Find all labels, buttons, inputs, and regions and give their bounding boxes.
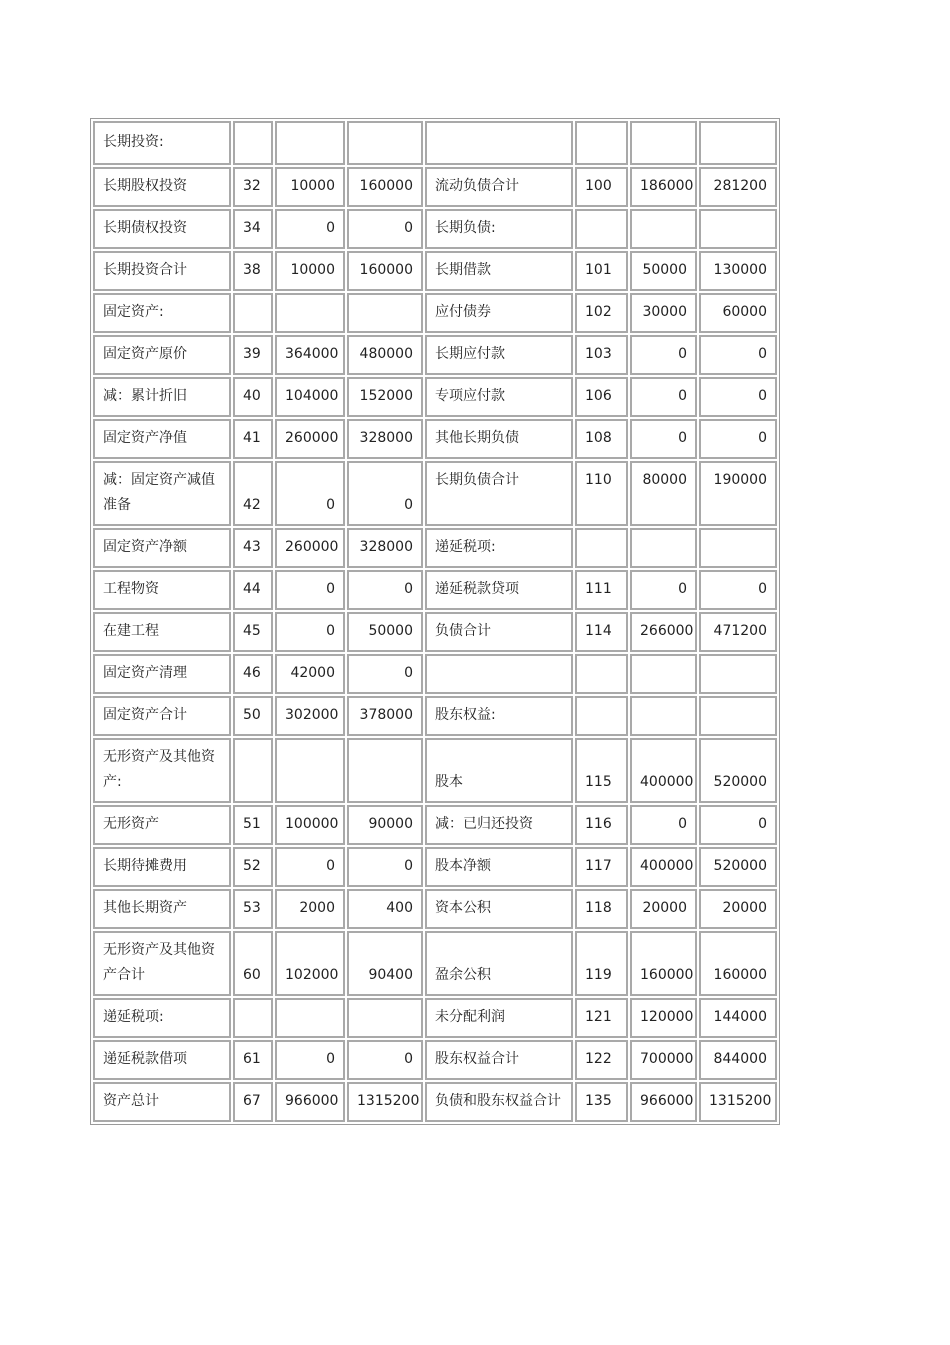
cell-liability-item: 专项应付款 — [425, 377, 573, 417]
cell-liability-end — [699, 696, 777, 736]
cell-asset-end: 378000 — [347, 696, 423, 736]
cell-asset-line-no: 53 — [233, 889, 273, 929]
cell-asset-line-no: 50 — [233, 696, 273, 736]
cell-asset-begin: 0 — [275, 847, 345, 887]
cell-liability-item: 递延税项: — [425, 528, 573, 568]
cell-liability-item: 长期应付款 — [425, 335, 573, 375]
cell-liability-line-no: 121 — [575, 998, 628, 1038]
cell-asset-end: 160000 — [347, 167, 423, 207]
cell-liability-line-no: 101 — [575, 251, 628, 291]
cell-liability-begin: 0 — [630, 377, 697, 417]
cell-asset-item: 固定资产合计 — [93, 696, 231, 736]
cell-liability-item: 长期负债: — [425, 209, 573, 249]
cell-liability-end: 471200 — [699, 612, 777, 652]
cell-liability-begin — [630, 654, 697, 694]
cell-liability-item: 减：已归还投资 — [425, 805, 573, 845]
cell-asset-item: 无形资产及其他资产合计 — [93, 931, 231, 996]
cell-liability-line-no: 116 — [575, 805, 628, 845]
cell-liability-line-no: 115 — [575, 738, 628, 803]
cell-liability-end — [699, 209, 777, 249]
cell-asset-item: 无形资产 — [93, 805, 231, 845]
cell-asset-end — [347, 738, 423, 803]
table-row — [93, 654, 777, 694]
table-row — [93, 293, 777, 333]
cell-liability-end: 1315200 — [699, 1082, 777, 1122]
cell-liability-end: 281200 — [699, 167, 777, 207]
cell-liability-line-no: 103 — [575, 335, 628, 375]
table-row — [93, 335, 777, 375]
cell-liability-line-no: 114 — [575, 612, 628, 652]
cell-liability-item — [425, 654, 573, 694]
cell-liability-end: 0 — [699, 570, 777, 610]
cell-asset-end: 0 — [347, 209, 423, 249]
cell-asset-line-no: 67 — [233, 1082, 273, 1122]
cell-liability-line-no: 108 — [575, 419, 628, 459]
cell-liability-item: 递延税款贷项 — [425, 570, 573, 610]
table-row — [93, 805, 777, 845]
cell-asset-end: 90000 — [347, 805, 423, 845]
table-row — [93, 696, 777, 736]
cell-asset-end: 160000 — [347, 251, 423, 291]
cell-asset-end: 400 — [347, 889, 423, 929]
cell-asset-item: 固定资产原价 — [93, 335, 231, 375]
cell-asset-begin: 0 — [275, 461, 345, 526]
cell-liability-item: 负债和股东权益合计 — [425, 1082, 573, 1122]
cell-liability-begin: 0 — [630, 419, 697, 459]
cell-liability-begin — [630, 121, 697, 165]
cell-asset-item: 减：固定资产减值准备 — [93, 461, 231, 526]
table-row — [93, 1082, 777, 1122]
cell-liability-begin: 80000 — [630, 461, 697, 526]
cell-liability-line-no — [575, 696, 628, 736]
cell-asset-item: 工程物资 — [93, 570, 231, 610]
table-row — [93, 251, 777, 291]
cell-asset-begin: 302000 — [275, 696, 345, 736]
cell-asset-begin: 100000 — [275, 805, 345, 845]
table-row — [93, 209, 777, 249]
cell-liability-begin: 0 — [630, 570, 697, 610]
cell-liability-line-no: 119 — [575, 931, 628, 996]
cell-asset-begin: 0 — [275, 612, 345, 652]
cell-liability-end: 844000 — [699, 1040, 777, 1080]
cell-asset-line-no: 60 — [233, 931, 273, 996]
cell-asset-line-no: 46 — [233, 654, 273, 694]
cell-asset-item: 固定资产清理 — [93, 654, 231, 694]
cell-liability-begin: 0 — [630, 335, 697, 375]
cell-liability-end: 130000 — [699, 251, 777, 291]
table-row — [93, 570, 777, 610]
cell-asset-end: 328000 — [347, 419, 423, 459]
table-row — [93, 419, 777, 459]
cell-asset-item: 固定资产净值 — [93, 419, 231, 459]
cell-asset-end: 1315200 — [347, 1082, 423, 1122]
cell-liability-item: 股本净额 — [425, 847, 573, 887]
cell-liability-line-no — [575, 209, 628, 249]
cell-asset-begin: 0 — [275, 1040, 345, 1080]
table-row — [93, 931, 777, 996]
cell-liability-begin: 400000 — [630, 847, 697, 887]
cell-asset-item: 资产总计 — [93, 1082, 231, 1122]
cell-liability-begin: 400000 — [630, 738, 697, 803]
cell-liability-item: 应付债券 — [425, 293, 573, 333]
cell-asset-begin: 966000 — [275, 1082, 345, 1122]
cell-asset-end: 0 — [347, 570, 423, 610]
table-row — [93, 121, 777, 165]
cell-liability-begin: 186000 — [630, 167, 697, 207]
cell-liability-line-no — [575, 121, 628, 165]
cell-asset-end — [347, 121, 423, 165]
cell-asset-end: 0 — [347, 847, 423, 887]
table-row — [93, 461, 777, 526]
cell-liability-begin — [630, 696, 697, 736]
cell-asset-item: 递延税项: — [93, 998, 231, 1038]
cell-liability-end — [699, 121, 777, 165]
cell-asset-begin: 10000 — [275, 251, 345, 291]
cell-liability-end: 60000 — [699, 293, 777, 333]
table-row — [93, 1040, 777, 1080]
cell-liability-end — [699, 654, 777, 694]
cell-asset-begin: 0 — [275, 570, 345, 610]
cell-asset-item: 减：累计折旧 — [93, 377, 231, 417]
cell-liability-end: 520000 — [699, 738, 777, 803]
cell-asset-end: 0 — [347, 461, 423, 526]
cell-asset-begin: 0 — [275, 209, 345, 249]
cell-asset-end: 90400 — [347, 931, 423, 996]
cell-liability-line-no — [575, 528, 628, 568]
cell-asset-line-no: 61 — [233, 1040, 273, 1080]
cell-liability-begin: 700000 — [630, 1040, 697, 1080]
table-row — [93, 167, 777, 207]
cell-asset-line-no: 41 — [233, 419, 273, 459]
cell-liability-line-no: 122 — [575, 1040, 628, 1080]
cell-asset-begin: 104000 — [275, 377, 345, 417]
cell-liability-item: 长期借款 — [425, 251, 573, 291]
cell-liability-line-no — [575, 654, 628, 694]
cell-asset-item: 递延税款借项 — [93, 1040, 231, 1080]
cell-asset-end: 0 — [347, 654, 423, 694]
cell-asset-line-no — [233, 998, 273, 1038]
cell-asset-line-no: 38 — [233, 251, 273, 291]
cell-asset-begin — [275, 738, 345, 803]
cell-liability-item: 流动负债合计 — [425, 167, 573, 207]
cell-asset-item: 长期投资: — [93, 121, 231, 165]
cell-liability-item: 未分配利润 — [425, 998, 573, 1038]
cell-asset-line-no: 39 — [233, 335, 273, 375]
cell-asset-end: 328000 — [347, 528, 423, 568]
cell-asset-line-no: 51 — [233, 805, 273, 845]
cell-asset-begin: 2000 — [275, 889, 345, 929]
cell-liability-item: 股东权益合计 — [425, 1040, 573, 1080]
cell-asset-line-no: 44 — [233, 570, 273, 610]
cell-liability-item: 股本 — [425, 738, 573, 803]
cell-asset-item: 固定资产净额 — [93, 528, 231, 568]
cell-liability-begin: 120000 — [630, 998, 697, 1038]
cell-liability-begin — [630, 209, 697, 249]
cell-liability-line-no: 117 — [575, 847, 628, 887]
cell-liability-begin: 160000 — [630, 931, 697, 996]
cell-liability-line-no: 118 — [575, 889, 628, 929]
cell-liability-item: 股东权益: — [425, 696, 573, 736]
table-row — [93, 612, 777, 652]
cell-asset-line-no: 52 — [233, 847, 273, 887]
table-row — [93, 889, 777, 929]
cell-liability-line-no: 111 — [575, 570, 628, 610]
cell-liability-item: 资本公积 — [425, 889, 573, 929]
cell-liability-begin: 966000 — [630, 1082, 697, 1122]
cell-asset-end — [347, 998, 423, 1038]
table-row — [93, 377, 777, 417]
cell-liability-end: 0 — [699, 335, 777, 375]
cell-liability-end: 0 — [699, 377, 777, 417]
cell-liability-item: 盈余公积 — [425, 931, 573, 996]
cell-asset-begin: 260000 — [275, 419, 345, 459]
table-row — [93, 998, 777, 1038]
cell-asset-begin — [275, 998, 345, 1038]
cell-asset-end — [347, 293, 423, 333]
cell-asset-begin: 260000 — [275, 528, 345, 568]
table-row — [93, 738, 777, 803]
cell-asset-line-no: 43 — [233, 528, 273, 568]
table-row — [93, 528, 777, 568]
cell-liability-begin: 266000 — [630, 612, 697, 652]
cell-asset-begin: 102000 — [275, 931, 345, 996]
cell-asset-item: 长期投资合计 — [93, 251, 231, 291]
cell-liability-line-no: 102 — [575, 293, 628, 333]
cell-liability-item — [425, 121, 573, 165]
cell-asset-line-no — [233, 738, 273, 803]
cell-asset-item: 长期债权投资 — [93, 209, 231, 249]
cell-liability-end: 520000 — [699, 847, 777, 887]
cell-asset-item: 在建工程 — [93, 612, 231, 652]
cell-asset-begin: 364000 — [275, 335, 345, 375]
cell-liability-line-no: 110 — [575, 461, 628, 526]
cell-asset-line-no: 40 — [233, 377, 273, 417]
cell-liability-line-no: 106 — [575, 377, 628, 417]
cell-liability-end — [699, 528, 777, 568]
cell-asset-line-no — [233, 121, 273, 165]
cell-asset-end: 50000 — [347, 612, 423, 652]
cell-asset-line-no — [233, 293, 273, 333]
cell-asset-line-no: 34 — [233, 209, 273, 249]
cell-liability-begin: 50000 — [630, 251, 697, 291]
cell-liability-end: 160000 — [699, 931, 777, 996]
cell-asset-end: 480000 — [347, 335, 423, 375]
cell-liability-begin: 0 — [630, 805, 697, 845]
cell-liability-item: 其他长期负债 — [425, 419, 573, 459]
cell-asset-begin — [275, 121, 345, 165]
cell-asset-begin — [275, 293, 345, 333]
cell-asset-end: 152000 — [347, 377, 423, 417]
cell-liability-line-no: 100 — [575, 167, 628, 207]
cell-asset-item: 长期待摊费用 — [93, 847, 231, 887]
cell-liability-begin: 30000 — [630, 293, 697, 333]
cell-liability-line-no: 135 — [575, 1082, 628, 1122]
cell-asset-end: 0 — [347, 1040, 423, 1080]
table-body — [93, 121, 777, 1122]
cell-asset-item: 固定资产: — [93, 293, 231, 333]
cell-liability-item: 负债合计 — [425, 612, 573, 652]
table-row — [93, 847, 777, 887]
cell-asset-item: 无形资产及其他资产: — [93, 738, 231, 803]
cell-asset-line-no: 32 — [233, 167, 273, 207]
cell-liability-end: 20000 — [699, 889, 777, 929]
cell-liability-begin — [630, 528, 697, 568]
cell-liability-item: 长期负债合计 — [425, 461, 573, 526]
cell-asset-line-no: 45 — [233, 612, 273, 652]
cell-asset-item: 其他长期资产 — [93, 889, 231, 929]
cell-liability-end: 0 — [699, 419, 777, 459]
cell-liability-begin: 20000 — [630, 889, 697, 929]
cell-liability-end: 190000 — [699, 461, 777, 526]
cell-asset-begin: 42000 — [275, 654, 345, 694]
cell-asset-item: 长期股权投资 — [93, 167, 231, 207]
cell-liability-end: 0 — [699, 805, 777, 845]
balance-sheet-table — [90, 118, 780, 1125]
cell-liability-end: 144000 — [699, 998, 777, 1038]
cell-asset-begin: 10000 — [275, 167, 345, 207]
cell-asset-line-no: 42 — [233, 461, 273, 526]
